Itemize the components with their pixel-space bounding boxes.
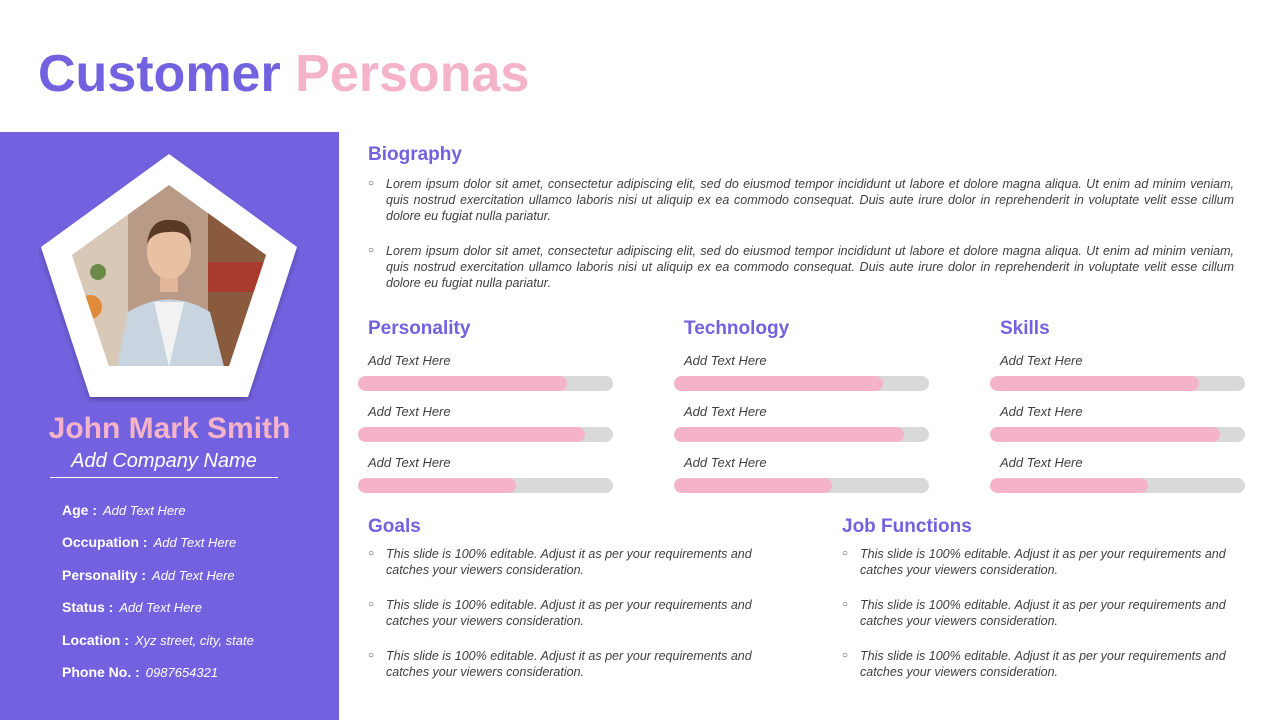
rating-item — [358, 404, 613, 442]
detail-value: Add Text Here — [152, 567, 235, 583]
detail-value: Add Text Here — [119, 600, 202, 616]
rating-item — [674, 404, 929, 442]
goal-item: ○ This slide is 100% editable. Adjust it as per your requirements and catches your viewers consideration. — [368, 597, 763, 629]
persona-name: John Mark Smith — [48, 412, 291, 445]
rating-bar — [990, 427, 1245, 442]
rating-bar-fill — [990, 478, 1148, 493]
job-function-item: ○ This slide is 100% editable. Adjust it as per your requirements and catches your viewers consideration. — [842, 546, 1237, 578]
rating-label: Add Text Here — [1000, 455, 1083, 470]
rating-item — [990, 404, 1245, 442]
rating-bar — [358, 376, 613, 391]
detail-row-personality — [62, 567, 254, 599]
rating-bar — [674, 427, 929, 442]
technology-section — [674, 318, 929, 493]
detail-key: Occupation : — [62, 534, 148, 551]
rating-bar — [674, 376, 929, 391]
rating-bar-fill — [990, 376, 1199, 391]
biography-paragraph: ○ Lorem ipsum dolor sit amet, consectetur adipiscing elit, sed do eiusmod tempor incididunt ut labore et dolore magna aliqua. Ut enim ad minim veniam, quis nostrud exercitation ullamco laboris nisi ut aliquip ex ea commodo consequat. Duis aute irure dolor in reprehenderit in voluptate velit esse cillum dolore eu fugiat nulla pariatur. — [368, 243, 1234, 291]
rating-bar — [674, 478, 929, 493]
personality-section — [358, 318, 613, 493]
biography-paragraph: ○ Lorem ipsum dolor sit amet, consectetur adipiscing elit, sed do eiusmod tempor incididunt ut labore et dolore magna aliqua. Ut enim ad minim veniam, quis nostrud exercitation ullamco laboris nisi ut aliquip ex ea commodo consequat. Duis aute irure dolor in reprehenderit in voluptate velit esse cillum dolore eu fugiat nulla pariatur. — [368, 176, 1234, 224]
skills-section — [990, 318, 1245, 493]
detail-key: Status : — [62, 599, 114, 616]
rating-bar-fill — [358, 427, 585, 442]
detail-row-occupation — [62, 534, 254, 566]
detail-row-location — [62, 632, 254, 664]
detail-key: Personality : — [62, 566, 147, 583]
rating-label: Add Text Here — [368, 404, 451, 419]
rating-bar-fill — [358, 376, 567, 391]
rating-label: Add Text Here — [684, 455, 767, 470]
persona-details — [62, 502, 254, 696]
goal-item: ○ This slide is 100% editable. Adjust it as per your requirements and catches your viewers consideration. — [368, 546, 763, 578]
page-title-word-2: Personas — [295, 45, 530, 103]
avatar — [38, 152, 300, 402]
rating-item — [358, 455, 613, 493]
goal-item: ○ This slide is 100% editable. Adjust it as per your requirements and catches your viewers consideration. — [368, 648, 763, 680]
job-function-item: ○ This slide is 100% editable. Adjust it as per your requirements and catches your viewers consideration. — [842, 597, 1237, 629]
rating-bar-fill — [674, 478, 832, 493]
rating-item — [990, 455, 1245, 493]
rating-label: Add Text Here — [368, 455, 451, 470]
rating-bar — [990, 478, 1245, 493]
personality-heading: Personality — [368, 318, 471, 339]
detail-key: Location : — [62, 631, 129, 648]
rating-item — [358, 353, 613, 391]
rating-label: Add Text Here — [684, 353, 767, 368]
job-functions-heading: Job Functions — [842, 516, 972, 537]
goals-list — [368, 546, 763, 680]
rating-bar — [358, 427, 613, 442]
rating-item — [674, 455, 929, 493]
detail-row-phone — [62, 664, 254, 696]
detail-value: Xyz street, city, state — [134, 632, 254, 648]
rating-bar — [358, 478, 613, 493]
rating-label: Add Text Here — [368, 353, 451, 368]
rating-label: Add Text Here — [1000, 353, 1083, 368]
page-title-word-1: Customer — [38, 45, 281, 103]
detail-row-age — [62, 502, 254, 534]
detail-row-status — [62, 599, 254, 631]
rating-item — [674, 353, 929, 391]
skills-heading: Skills — [1000, 318, 1050, 339]
detail-value: 0987654321 — [145, 664, 219, 680]
rating-bar-fill — [674, 376, 883, 391]
technology-heading: Technology — [684, 318, 790, 339]
job-function-item: ○ This slide is 100% editable. Adjust it as per your requirements and catches your viewers consideration. — [842, 648, 1237, 680]
rating-bar-fill — [358, 478, 516, 493]
detail-key: Age : — [62, 502, 97, 518]
profile-sidebar — [0, 132, 339, 720]
rating-bar-fill — [674, 427, 904, 442]
job-functions-list — [842, 546, 1237, 680]
profile-photo-frame — [38, 152, 300, 402]
biography-section — [368, 176, 1234, 291]
detail-value: Add Text Here — [153, 535, 237, 551]
detail-value: Add Text Here — [103, 503, 186, 518]
rating-label: Add Text Here — [684, 404, 767, 419]
biography-heading: Biography — [368, 144, 462, 165]
company-name: Add Company Name — [50, 450, 278, 478]
detail-key: Phone No. : — [62, 663, 140, 680]
rating-item — [990, 353, 1245, 391]
rating-label: Add Text Here — [1000, 404, 1083, 419]
rating-bar — [990, 376, 1245, 391]
goals-heading: Goals — [368, 516, 421, 537]
rating-bar-fill — [990, 427, 1220, 442]
page-title — [38, 44, 529, 104]
